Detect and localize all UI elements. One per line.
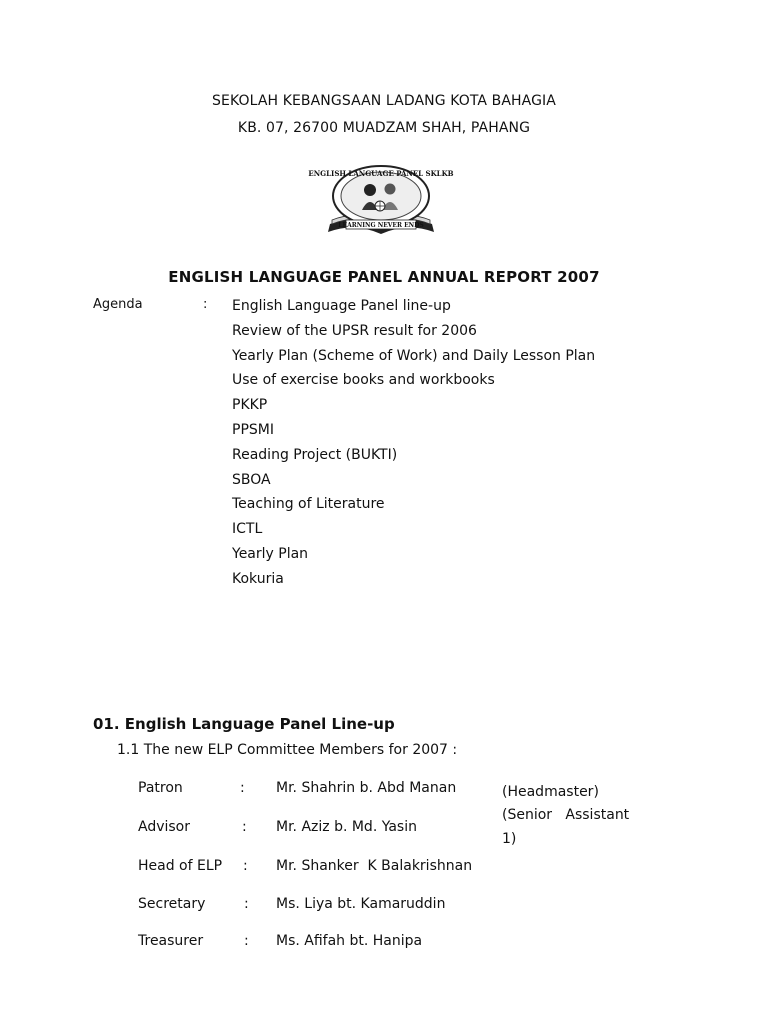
agenda-item: Use of exercise books and workbooks [232,372,495,389]
report-title: ENGLISH LANGUAGE PANEL ANNUAL REPORT 2007 [168,268,600,286]
agenda-item: Teaching of Literature [232,496,385,513]
school-address: KB. 07, 26700 MUADZAM SHAH, PAHANG [237,120,531,136]
agenda-item: SBOA [232,471,271,488]
logo-text-top: ENGLISH LANGUAGE PANEL SKLKB [308,169,454,178]
agenda-colon: : [203,297,208,312]
agenda-label: Agenda [93,297,143,312]
agenda-item: English Language Panel line-up [232,298,451,314]
subsection-heading: 1.1 The new ELP Committee Members for 2007 : [117,742,458,758]
member-colon: : [242,819,247,835]
section-heading: 01. English Language Panel Line-up [93,715,395,733]
agenda-list [232,294,595,592]
member-colon: : [243,858,248,874]
member-person: Ms. Liya bt. Kamaruddin [276,896,446,912]
member-note: (Headmaster) [502,784,599,800]
panel-logo [308,162,454,240]
member-role: Treasurer [138,933,204,949]
member-person: Mr. Shahrin b. Abd Manan [276,780,457,796]
member-colon: : [244,896,249,912]
agenda-item: Kokuria [232,570,284,587]
member-person: Ms. Afifah bt. Hanipa [276,933,423,949]
agenda-item: Yearly Plan [232,545,309,562]
member-role: Secretary [138,896,206,912]
agenda-item: ICTL [232,521,263,538]
member-role: Patron [138,780,183,796]
agenda-item: Yearly Plan (Scheme of Work) and Daily Lesson Plan [232,347,596,364]
member-person: Mr. Aziz b. Md. Yasin [276,819,417,835]
agenda-item: PPSMI [232,421,274,438]
member-person: Mr. Shanker K Balakrishnan [276,858,473,874]
agenda-item: Reading Project (BUKTI) [232,446,398,463]
agenda-item: Review of the UPSR result for 2006 [232,322,477,339]
book-logo-icon [308,162,454,240]
member-colon: : [240,780,245,796]
member-role: Advisor [138,819,191,835]
member-note: (Senior Assistant 1) [502,807,634,847]
agenda-item: PKKP [232,397,268,414]
member-role: Head of ELP [138,858,223,874]
logo-text-bottom: LEARNING NEVER ENDS [338,222,424,229]
school-name: SEKOLAH KEBANGSAAN LADANG KOTA BAHAGIA [212,93,556,109]
member-colon: : [244,933,249,949]
